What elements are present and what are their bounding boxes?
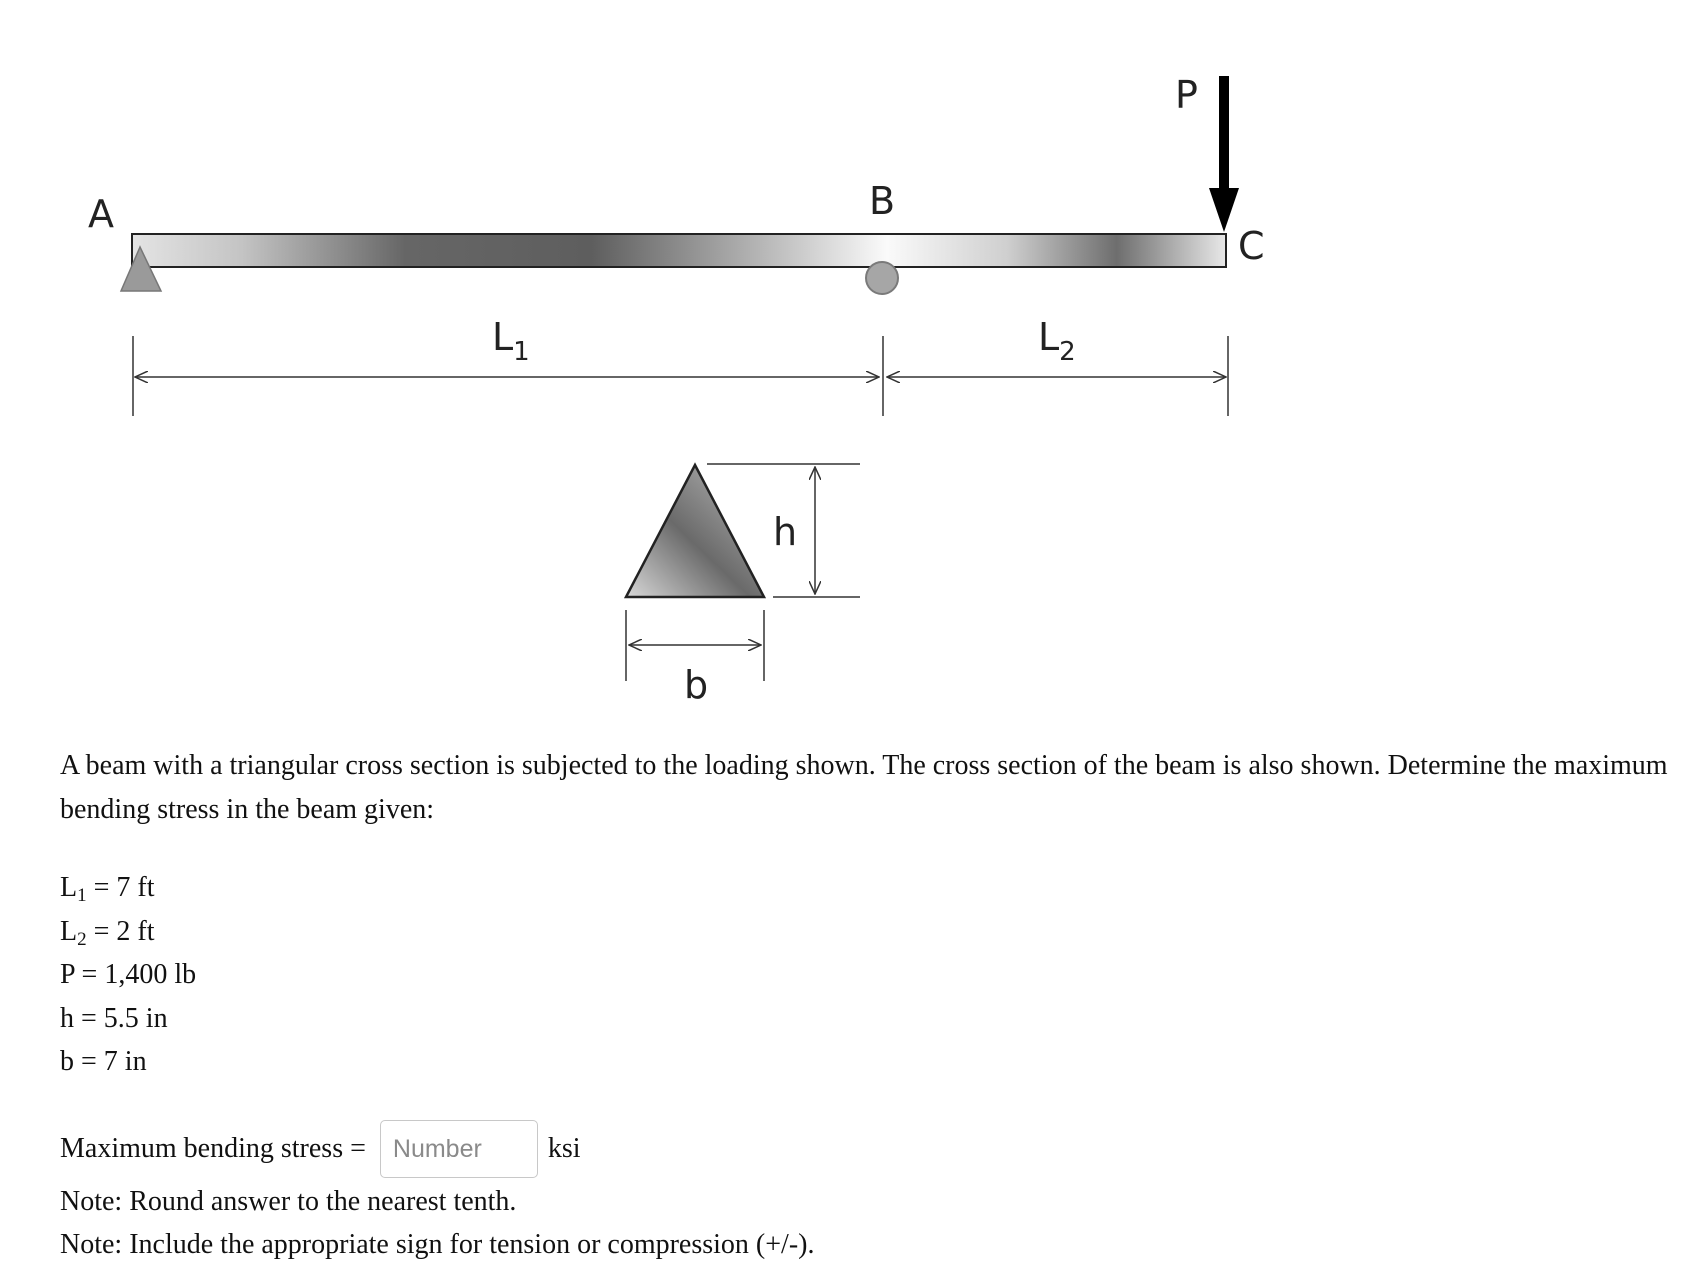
answer-row xyxy=(60,1118,814,1180)
label-l1: $L_1$ xyxy=(492,315,530,367)
given-h: h = 5.5 in xyxy=(60,1002,168,1034)
label-l2: $L_2$ xyxy=(1038,315,1076,367)
label-point-b: B xyxy=(869,179,896,223)
label-h: h xyxy=(773,510,798,554)
given-l1: $L_1 = 7$ ft xyxy=(60,872,155,906)
given-values xyxy=(60,866,196,1084)
label-point-a: A xyxy=(88,192,114,236)
label-b-dimension: b xyxy=(684,663,709,707)
answer-section xyxy=(60,1118,814,1266)
answer-label: Maximum bending stress = xyxy=(60,1133,366,1164)
given-p: P = 1,400 lb xyxy=(60,959,197,990)
triangular-cross-section xyxy=(626,465,764,597)
given-b: b = 7 in xyxy=(60,1046,147,1077)
label-load-p: P xyxy=(1175,73,1198,117)
answer-unit: ksi xyxy=(547,1133,581,1164)
beam xyxy=(132,234,1226,267)
max-bending-stress-input[interactable] xyxy=(380,1120,538,1178)
note-rounding: Note: Round answer to the nearest tenth. xyxy=(60,1186,517,1217)
problem-statement: A beam with a triangular cross section is subjected to the loading shown. The cross section of the beam is also shown. Determine the maximum bending stress in the beam given: xyxy=(60,750,1668,825)
given-l2: $L_2 = 2$ ft xyxy=(60,915,155,950)
label-point-c: C xyxy=(1238,224,1265,268)
roller-support-b xyxy=(866,262,898,294)
note-sign: Note: Include the appropriate sign for tension or compression (+/-). xyxy=(60,1229,815,1260)
load-arrow-p xyxy=(1209,76,1239,232)
